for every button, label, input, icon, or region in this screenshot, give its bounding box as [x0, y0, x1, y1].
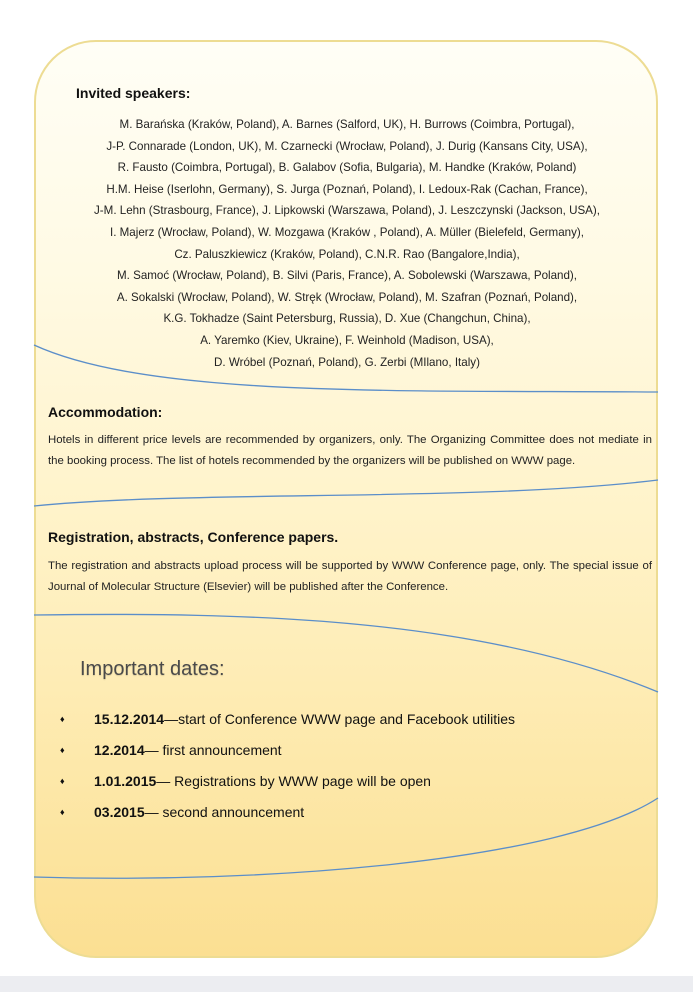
invited-speakers-title: Invited speakers:	[76, 85, 191, 101]
speaker-line: K.G. Tokhadze (Saint Petersburg, Russia), D. Xue (Changchun, China),	[163, 312, 531, 326]
accommodation-text: Hotels in different price levels are recommended by organizers, only. The Organizing Committee does not mediate in the booking process. The list of hotels recommended by the organizers will be published on WWW page.	[48, 434, 652, 467]
speaker-line: M. Barańska (Kraków, Poland), A. Barnes (Salford, UK), H. Burrows (Coimbra, Portugal),	[119, 118, 575, 131]
speaker-line: R. Fausto (Coimbra, Portugal), B. Galabov (Sofia, Bulgaria), M. Handke (Kraków, Poland)	[117, 161, 577, 175]
speaker-line: J-M. Lehn (Strasbourg, France), J. Lipkowski (Warszawa, Poland), J. Leszczynski (Jackson, USA),	[94, 204, 600, 218]
date-description: — second announcement	[144, 804, 305, 820]
speaker-line: H.M. Heise (Iserlohn, Germany), S. Jurga (Poznań, Poland), I. Ledoux-Rak (Cachan, France),	[106, 182, 588, 196]
speaker-line: M. Samoć (Wrocław, Poland), B. Silvi (Paris, France), A. Sobolewski (Warszawa, Poland),	[116, 269, 578, 283]
date-description: —start of Conference WWW page and Facebook utilities	[164, 711, 516, 727]
accommodation-title: Accommodation:	[48, 404, 163, 420]
speaker-line: A. Sokalski (Wrocław, Poland), W. Stręk (Wrocław, Poland), M. Szafran (Poznań, Poland),	[116, 290, 578, 304]
date-value: 12.2014	[94, 742, 145, 758]
speaker-line: Cz. Paluszkiewicz (Kraków, Poland), C.N.R. Rao (Bangalore,India),	[174, 247, 520, 261]
date-value: 1.01.2015	[94, 773, 157, 789]
diamond-bullet-icon: ♦	[60, 776, 65, 786]
date-value: 03.2015	[94, 804, 145, 820]
diamond-bullet-icon: ♦	[60, 807, 65, 817]
date-description: — first announcement	[144, 742, 282, 758]
speaker-line: J-P. Connarade (London, UK), M. Czarnecki (Wrocław, Poland), J. Durig (Kansans City, USA),	[106, 139, 588, 153]
date-description: — Registrations by WWW page will be open	[156, 773, 431, 789]
registration-title: Registration, abstracts, Conference papers.	[48, 529, 339, 545]
important-dates-title: Important dates:	[80, 658, 225, 680]
registration-text: The registration and abstracts upload process will be supported by WWW Conference page, only. The special issue of Journal of Molecular Structure (Elsevier) will be published after the Conference.	[48, 560, 652, 593]
date-value: 15.12.2014	[94, 711, 165, 727]
invited-speakers-list	[50, 114, 644, 373]
speaker-line: I. Majerz (Wrocław, Poland), W. Mozgawa (Kraków , Poland), A. Müller (Bielefeld, Germany),	[109, 225, 584, 239]
speaker-line: A. Yaremko (Kiev, Ukraine), F. Weinhold (Madison, USA),	[200, 333, 494, 347]
diamond-bullet-icon: ♦	[60, 714, 65, 724]
diamond-bullet-icon: ♦	[60, 745, 65, 755]
speaker-line: D. Wróbel (Poznań, Poland), G. Zerbi (MIlano, Italy)	[214, 355, 480, 369]
divider-curve-2	[34, 480, 658, 506]
